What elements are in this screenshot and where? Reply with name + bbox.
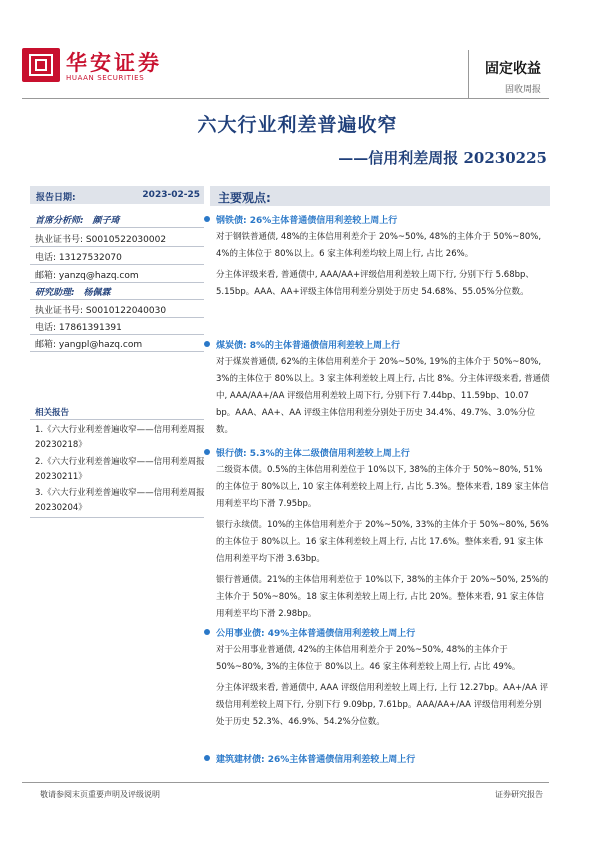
section-head-construction	[204, 752, 415, 765]
assistant-phone: 电话: 17861391391	[35, 323, 122, 333]
related-reports-title: 相关报告	[35, 408, 70, 418]
section-title: 建筑建材债: 26%主体普通债信用利差较上周上行	[216, 755, 416, 765]
section-body-coal	[216, 354, 550, 439]
assistant-role: 研究助理:	[35, 288, 75, 298]
paragraph: 分主体评级来看, 普通债中, AAA 评级信用利差较上周上行, 上行 12.27bp。AA+/AA 评级信用利差较上周下行, 分别下行 9.09bp, 7.61bp。AAA/AA+/AA 评级信用利差分别处于历史 52.3%、46.9%、54.2%分位数。	[216, 683, 549, 727]
paragraph: 对于煤炭普通债, 62%的主体信用利差介于 20%~50%, 19%的主体介于 50%~80%, 3%的主体位于 80%以上。3 家主体利差较上周上行, 占比 8%。分主体评级来看, 普通债中, AAA/AA+/AA 评级信用利差较上周下行, 分别下行 7.44bp、11.59bp、10.07 bp。AAA、AA+、AA 评级主体信用利差分别处于历史 34.4%、49.7%、3.0%分位数。	[216, 357, 550, 435]
bullet-dot-icon	[204, 449, 210, 455]
divider	[30, 227, 204, 228]
brand-name: 华安证券	[66, 50, 162, 75]
footer-rule	[22, 782, 549, 783]
section-head-bank	[204, 446, 410, 459]
related-report-item[interactable]: 2.《六大行业利差普遍收窄——信用利差周报 20230211》	[35, 457, 205, 482]
key-points-title: 主要观点:	[218, 191, 271, 205]
report-subcategory: 固收周报	[504, 85, 541, 95]
paragraph: 二级资本债。0.5%的主体信用利差位于 10%以下, 38%的主体介于 50%~80%, 51%的主体位于 80%以上, 10 家主体利差较上周上行, 占比 5.3%。整体来看, 189 家主体信用利差平均下滑 7.95bp。	[216, 465, 549, 509]
section-title: 钢铁债: 26%主体普通债信用利差较上周上行	[216, 216, 398, 226]
divider	[30, 419, 204, 420]
assistant-cert: 执业证书号: S0010122040030	[35, 306, 167, 316]
related-report-item[interactable]: 3.《六大行业利差普遍收窄——信用利差周报 20230204》	[35, 488, 205, 513]
section-body-steel	[216, 229, 550, 301]
divider	[30, 264, 204, 265]
section-head-steel	[204, 213, 397, 226]
paragraph: 分主体评级来看, 普通债中, AAA/AA+评级信用利差较上周下行, 分别下行 5.68bp、5.15bp。AAA、AA+评级主体信用利差分别处于历史 54.68%、55.05%分位数。	[216, 270, 534, 297]
related-report-item[interactable]: 1.《六大行业利差普遍收窄——信用利差周报 20230218》	[35, 425, 205, 450]
paragraph: 银行永续债。10%的主体信用利差介于 20%~50%, 33%的主体介于 50%~80%, 56%的主体位于 80%以上。16 家主体利差较上周上行, 占比 17.6%。整体来看, 91 家主体信用利差平均下滑 3.63bp。	[216, 520, 549, 564]
divider	[30, 317, 204, 318]
divider	[30, 517, 204, 518]
report-category: 固定收益	[485, 61, 541, 77]
assistant-email[interactable]: 邮箱: yangpl@hazq.com	[35, 340, 143, 350]
divider	[30, 282, 204, 283]
section-title: 银行债: 5.3%的主体二级债信用利差较上周上行	[216, 449, 410, 459]
report-subtitle: ——信用利差周报 20230225	[338, 149, 547, 167]
section-body-bank	[216, 462, 550, 623]
divider	[30, 351, 204, 352]
brand-logo-icon	[22, 48, 60, 82]
analyst-email[interactable]: 邮箱: yanzq@hazq.com	[35, 271, 139, 281]
section-head-utilities	[204, 626, 415, 639]
divider	[30, 299, 204, 300]
section-title: 煤炭债: 8%的主体普通债信用利差较上周上行	[216, 341, 401, 351]
report-title: 六大行业利差普遍收窄	[197, 114, 398, 136]
report-date-label: 报告日期:	[36, 193, 76, 203]
bullet-dot-icon	[204, 216, 210, 222]
assistant-line	[35, 285, 111, 298]
section-head-coal	[204, 338, 400, 351]
section-body-utilities	[216, 642, 550, 731]
divider	[30, 246, 204, 247]
key-points-bar	[210, 186, 550, 206]
bullet-dot-icon	[204, 341, 210, 347]
paragraph: 对于公用事业普通债, 42%的主体信用利差介于 20%~50%, 48%的主体介于 50%~80%, 3%的主体位于 80%以上。46 家主体利差较上周上行, 占比 49%。	[216, 645, 521, 672]
report-date-value: 2023-02-25	[142, 190, 200, 200]
section-title: 公用事业债: 49%主体普通债信用利差较上周上行	[216, 629, 416, 639]
footer-disclaimer: 敬请参阅末页重要声明及评级说明	[40, 790, 160, 799]
analyst-line	[35, 213, 120, 226]
paragraph: 银行普通债。21%的主体信用利差位于 10%以下, 38%的主体介于 20%~50%, 25%的主体介于 50%~80%。18 家主体利差较上周上行, 占比 20%。整体来看, 91 家主体信用利差平均下滑 2.98bp。	[216, 575, 549, 619]
header-divider	[468, 50, 469, 98]
assistant-name: 杨佩霖	[83, 288, 111, 298]
brand-name-en: HUAAN SECURITIES	[66, 74, 145, 82]
analyst-name: 颜子琦	[92, 216, 120, 226]
report-date-bar	[30, 186, 204, 204]
bullet-dot-icon	[204, 755, 210, 761]
header-rule	[22, 98, 549, 99]
analyst-role: 首席分析师:	[35, 216, 84, 226]
analyst-cert: 执业证书号: S0010522030002	[35, 235, 167, 245]
bullet-dot-icon	[204, 629, 210, 635]
analyst-phone: 电话: 13127532070	[35, 253, 122, 263]
divider	[30, 334, 204, 335]
paragraph: 对于钢铁普通债, 48%的主体信用利差介于 20%~50%, 48%的主体介于 50%~80%, 4%的主体位于 80%以上。6 家主体利差均较上周上行, 占比 26%。	[216, 232, 542, 259]
footer-label: 证券研究报告	[495, 790, 543, 799]
